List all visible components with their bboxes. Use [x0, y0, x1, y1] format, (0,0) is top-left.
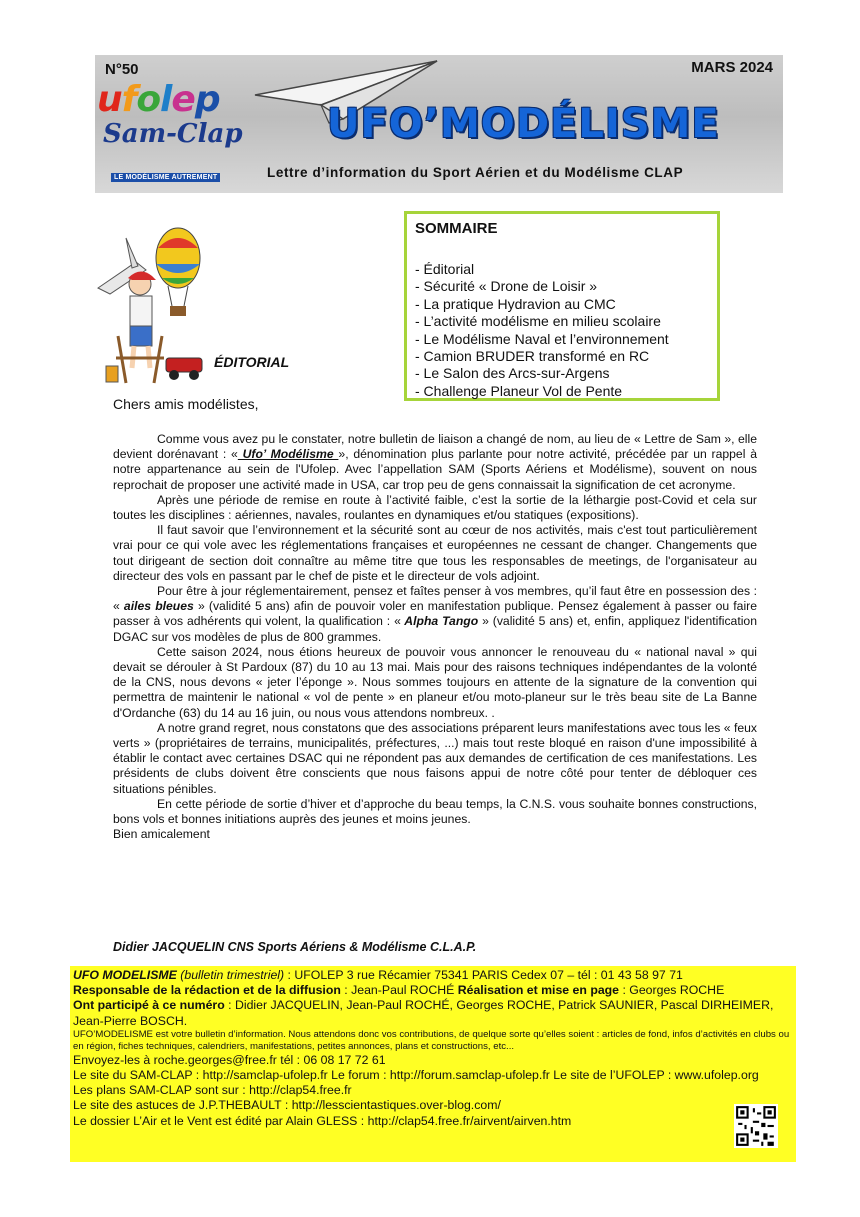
editorial-heading: ÉDITORIAL [214, 354, 290, 370]
contact-email-link[interactable]: Envoyez-les à roche.georges@free.fr tél : 06 08 17 72 61 [73, 1052, 386, 1067]
editorial-paragraph: Après une période de remise en route à l’activité faible, c’est la sortie de la léthargie post-Covid et cela sur toutes les disciplines : aériennes, navales, roulantes en dynamiques et/ou statiques (expositions). [113, 492, 757, 523]
colophon-line: Ont participé à ce numéro : Didier JACQUELIN, Jean-Paul ROCHÉ, Georges ROCHE, Patrick SAUNIER, Pascal DIRHEIMER, Jean-Pierre BOSCH. [73, 998, 774, 1028]
samclap-wordmark: Sam-Clap [103, 119, 243, 149]
editorial-paragraph: En cette période de sortie d’hiver et d’approche du beau temps, la C.N.S. vous souhaite bonnes constructions, bons vols et bonnes initiations auprès des jeunes et moins jeunes. [113, 796, 757, 827]
greeting: Chers amis modélistes, [113, 396, 259, 412]
closing: Bien amicalement [113, 827, 210, 842]
sommaire-item: - Sécurité « Drone de Loisir » [415, 278, 598, 295]
logo-tagline: LE MODÉLISME AUTREMENT [111, 173, 220, 182]
ufolep-samclap-logo [97, 79, 247, 189]
astuces-link[interactable]: Le site des astuces de J.P.THEBAULT : http://lesscientastiques.over-blog.com/ [73, 1098, 501, 1113]
sommaire-list [415, 261, 669, 400]
colophon-note: UFO’MODELISME est votre bulletin d’information. Nous attendons donc vos contributions, de quelque sorte qu’elles soient : articles de fond, infos d’activités en clubs ou en région, fiches techniques, calendriers, manifestations, petites annonces, plans et constructions, etc... [73, 1028, 790, 1052]
table-of-contents [404, 211, 720, 401]
sommaire-item: - L’activité modélisme en milieu scolaire [415, 313, 661, 330]
sommaire-item: - Le Salon des Arcs-sur-Argens [415, 365, 610, 382]
editorial-paragraph: Cette saison 2024, nous étions heureux de pouvoir vous annoncer le renouveau du « national naval » qui devait se dérouler à St Pardoux (87) du 10 au 13 mai. Mais pour des raisons techniques indépendantes de la volonté de la CNS, nous devons « jeter l’éponge ». Nous sommes toujours en attente de la signature de la convention qui permettra de maintenir le national « vol de pente » en planeur et/ou moto-planeur sur le très beau site de La Banne d'Ordanche (63) du 14 au 16 juin, ou nous vous attendons nombreux. . [113, 644, 757, 720]
sommaire-item: - Le Modélisme Naval et l’environnement [415, 330, 669, 347]
masthead [95, 55, 783, 193]
sommaire-item: - La pratique Hydravion au CMC [415, 295, 616, 312]
newsletter-subtitle: Lettre d’information du Sport Aérien et du Modélisme CLAP [267, 165, 684, 180]
qr-code-icon[interactable] [734, 1104, 778, 1148]
editorial-paragraph: Comme vous avez pu le constater, notre bulletin de liaison a changé de nom, au lieu de « Lettre de Sam », elle devient dorénavant : « Ufo’ Modélisme », dénomination plus parlante pour notre activité, précédée par un rappel à notre appartenance au sein de l'Ufolep. Avec l’appellation SAM (Sports Aériens et Modélisme), souvent on nous reprochait de proposer une activité made in USA, car trop peu de gens connaissait la signification de cet acronyme. [113, 432, 757, 492]
sommaire-title: SOMMAIRE [415, 220, 498, 237]
colophon-box [70, 966, 796, 1162]
sommaire-item: - Camion BRUDER transformé en RC [415, 348, 650, 365]
sommaire-item: - Éditorial [415, 261, 475, 277]
issue-date: MARS 2024 [691, 59, 773, 76]
editorial-body [113, 432, 757, 842]
colophon-line: Responsable de la rédaction et de la diffusion : Jean-Paul ROCHÉ Réalisation et mise en page : Georges ROCHE [73, 983, 725, 998]
colophon-line: UFO MODELISME (bulletin trimestriel) : UFOLEP 3 rue Récamier 75341 PARIS Cedex 07 – tél : 01 43 58 97 71 [73, 968, 683, 982]
sommaire-item: - Challenge Planeur Vol de Pente [415, 382, 623, 399]
editorial-paragraph: Pour être à jour réglementairement, pensez et faîtes penser à vos membres, qu’il faut être en possession des : « ailes bleues » (validité 5 ans) afin de pouvoir voler en manifestation publique. Pensez également à passer ou faire passer à vos adhérents qui volent, la qualification : « Alpha Tango » (validité 5 ans) et, enfin, appliquez l'identification DGAC sur vos modèles de plus de 800 grammes. [113, 584, 757, 644]
air-vent-link[interactable]: Le dossier L’Air et le Vent est édité par Alain GLESS : http://clap54.free.fr/airvent/airven.htm [73, 1113, 572, 1128]
websites-link[interactable]: Le site du SAM-CLAP : http://samclap-ufolep.fr Le forum : http://forum.samclap-ufolep.fr Le site de l’UFOLEP : www.ufolep.org [73, 1068, 759, 1083]
plans-link[interactable]: Les plans SAM-CLAP sont sur : http://clap54.free.fr [73, 1083, 352, 1098]
editorial-paragraph: Il faut savoir que l’environnement et la sécurité sont au cœur de nos activités, mais c'est tout particulièrement vrai pour ce qui vole avec les réglementations françaises et européennes ne cessant de changer. Changements que tout dirigeant de section doit connaître au même titre que tous les responsables de meetings, de l'organisateur au directeur des vols en passant par le chef de piste et le directeur de vols adjoint. [113, 523, 757, 583]
ufolep-wordmark: ufolep [97, 79, 220, 120]
modeller-mascot-illustration [96, 218, 214, 390]
editorial-paragraph: A notre grand regret, nous constatons que des associations préparent leurs manifestations avec tous les « feux verts » (propriétaires de terrains, municipalités, préfectures, ...) mais tout reste bloqué en raison d'une impossibilité à établir le contact avec certaines DSAC qui ne répondent pas aux demandes de certification de ces manifestations. Les présidents de clubs doivent être conscients que nous faisons appui de notre côté pour tenter de débloquer ces situations pénibles. [113, 720, 757, 796]
issue-number: N°50 [105, 61, 139, 78]
signature: Didier JACQUELIN CNS Sports Aériens & Modélisme C.L.A.P. [113, 940, 477, 954]
newsletter-title: UFO’MODÉLISME [327, 101, 720, 147]
